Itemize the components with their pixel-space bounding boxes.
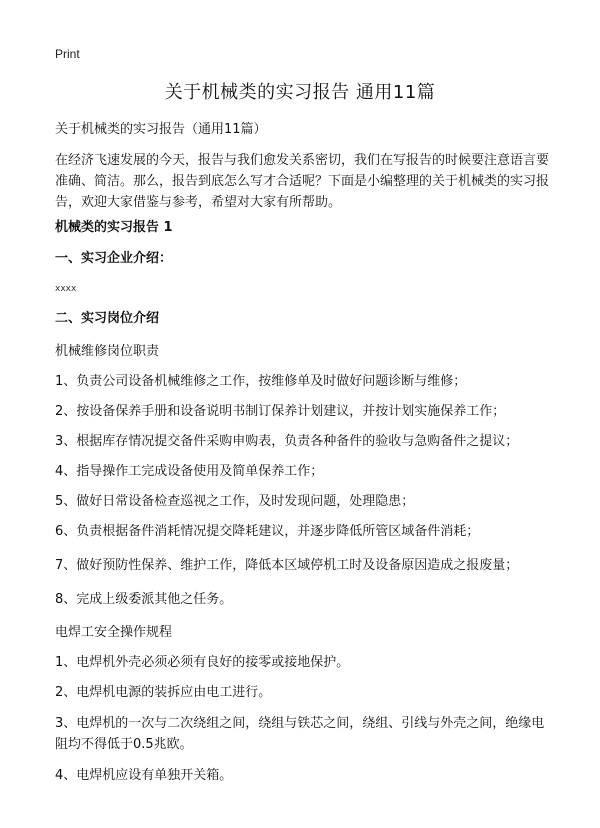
duty-item: 7、做好预防性保养、维护工作，降低本区域停机工时及设备原因造成之报废量； bbox=[55, 558, 519, 573]
duty-item: 3、根据库存情况提交备件采购申购表，负责各种备件的验收与急购备件之提议； bbox=[55, 434, 519, 449]
duty-item: 8、完成上级委派其他之任务。 bbox=[55, 592, 233, 607]
duty-item: 6、负责根据备件消耗情况提交降耗建议，并逐步降低所管区域备件消耗； bbox=[55, 524, 480, 539]
section1-heading: 一、实习企业介绍： bbox=[55, 251, 173, 266]
section1-body: xxxx bbox=[55, 284, 77, 294]
welder-title: 电焊工安全操作规程 bbox=[55, 625, 173, 640]
welder-rule: 4、电焊机应设有单独开关箱。 bbox=[55, 768, 233, 783]
subtitle: 关于机械类的实习报告（通用11篇） bbox=[55, 122, 267, 137]
duty-item: 2、按设备保养手册和设备说明书制订保养计划建议，并按计划实施保养工作； bbox=[55, 404, 506, 419]
duties-title: 机械维修岗位职责 bbox=[55, 344, 160, 359]
duty-item: 4、指导操作工完成设备使用及简单保养工作； bbox=[55, 464, 324, 479]
welder-rule: 2、电焊机电源的装拆应由电工进行。 bbox=[55, 685, 272, 700]
print-label[interactable]: Print bbox=[55, 47, 80, 61]
intro-paragraph: 在经济飞速发展的今天，报告与我们愈发关系密切，我们在写报告的时候要注意语言要准确、简洁。那么，报告到底怎么写才合适呢？下面是小编整理的关于机械类的实习报告，欢迎大家借鉴与参考，希望对大家有所帮助。 bbox=[55, 153, 550, 210]
welder-rule: 1、电焊机外壳必须必须有良好的接零或接地保护。 bbox=[55, 655, 350, 670]
section2-heading: 二、实习岗位介绍 bbox=[55, 311, 160, 326]
welder-rule: 3、电焊机的一次与二次绕组之间，绕组与铁芯之间，绕组、引线与外壳之间，绝缘电阻均不得低于0.5兆欧。 bbox=[55, 716, 545, 752]
duty-item: 1、负责公司设备机械维修之工作，按维修单及时做好问题诊断与维修； bbox=[55, 374, 467, 389]
duty-item: 5、做好日常设备检查巡视之工作，及时发现问题，处理隐患； bbox=[55, 494, 415, 509]
document-title: 关于机械类的实习报告 通用11篇 bbox=[164, 82, 436, 103]
report-heading: 机械类的实习报告 1 bbox=[55, 220, 173, 235]
